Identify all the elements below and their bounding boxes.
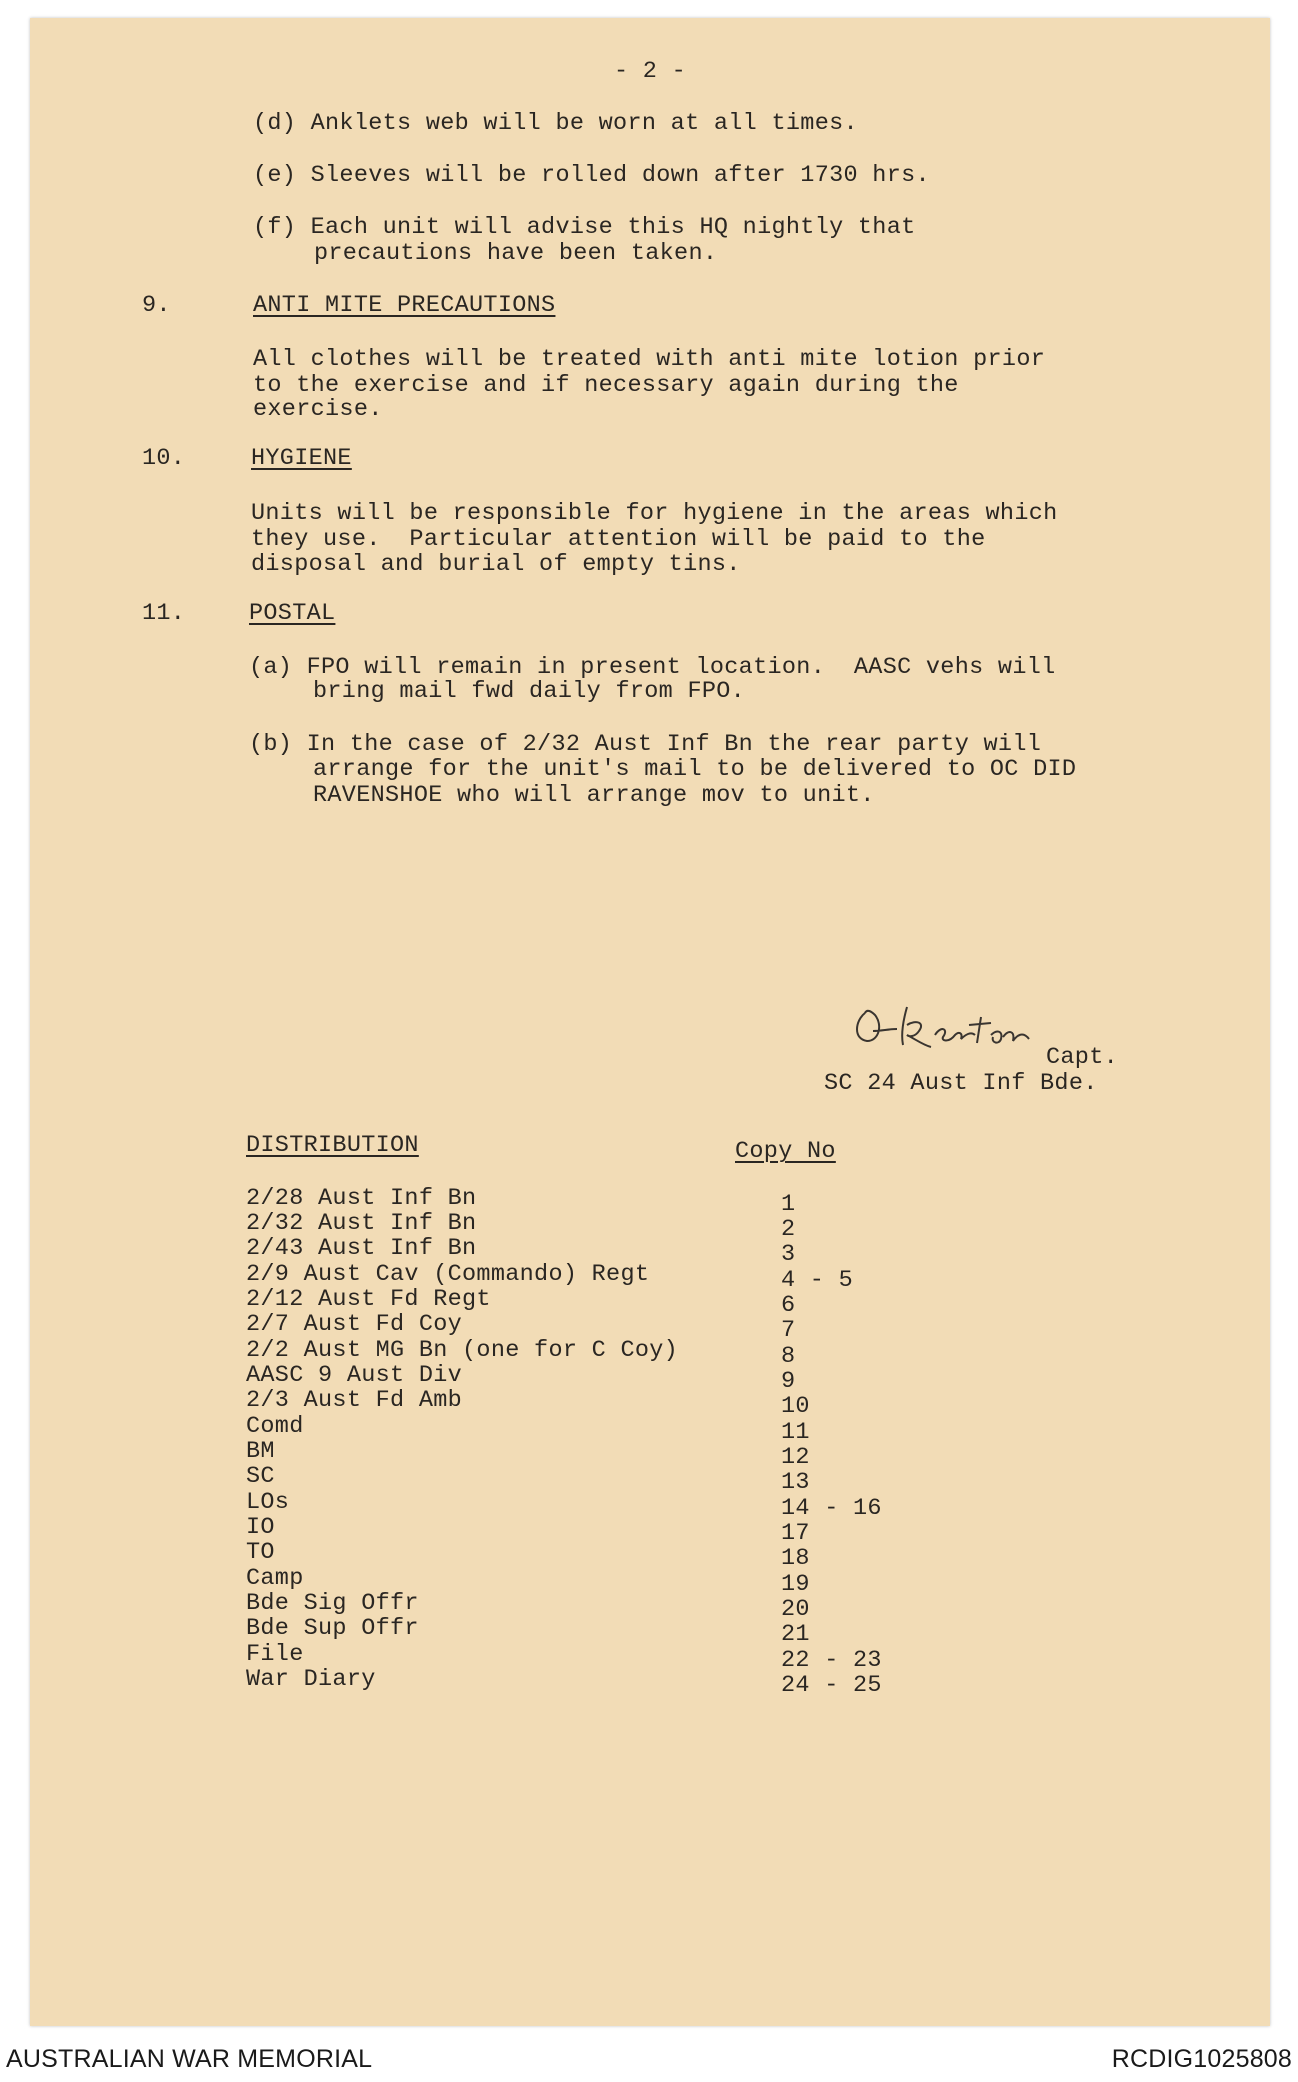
distribution-name: Bde Sup Offr [246, 1615, 419, 1642]
footer-record-id: RCDIG1025808 [1111, 2045, 1292, 2073]
distribution-name: IO [246, 1514, 275, 1541]
distribution-name: AASC 9 Aust Div [246, 1362, 463, 1389]
section-11-b-cont-1: arrange for the unit's mail to be delivered to OC DID [313, 756, 1077, 783]
item-f: (f) Each unit will advise this HQ nightly that [253, 214, 916, 241]
section-10-text-3: disposal and burial of empty tins. [251, 551, 741, 578]
distribution-copy: 6 [781, 1292, 796, 1319]
item-d: (d) Anklets web will be worn at all times. [253, 110, 858, 137]
section-11-b: (b) In the case of 2/32 Aust Inf Bn the rear party will [249, 731, 1042, 758]
section-11-number: 11. [142, 600, 186, 627]
signature-appointment: SC 24 Aust Inf Bde. [824, 1070, 1098, 1097]
section-9-text-1: All clothes will be treated with anti mite lotion prior [253, 346, 1046, 373]
distribution-copy: 8 [781, 1343, 796, 1370]
distribution-copy: 18 [781, 1545, 810, 1572]
distribution-name: 2/7 Aust Fd Coy [246, 1311, 463, 1338]
distribution-name: 2/2 Aust MG Bn (one for C Coy) [246, 1337, 679, 1364]
distribution-copy: 2 [781, 1216, 796, 1243]
section-9-heading: ANTI MITE PRECAUTIONS [253, 292, 556, 319]
section-11-a: (a) FPO will remain in present location. AASC vehs will [249, 654, 1056, 681]
distribution-copy: 10 [781, 1393, 810, 1420]
distribution-copy: 21 [781, 1621, 810, 1648]
distribution-name: TO [246, 1539, 275, 1566]
distribution-name: LOs [246, 1489, 290, 1516]
item-e: (e) Sleeves will be rolled down after 1730 hrs. [253, 162, 930, 189]
section-10-number: 10. [142, 445, 186, 472]
distribution-name: BM [246, 1438, 275, 1465]
page-number: - 2 - [614, 58, 687, 85]
footer-archive-name: AUSTRALIAN WAR MEMORIAL [6, 2045, 373, 2073]
handwritten-signature [845, 995, 1045, 1065]
distribution-name: Comd [246, 1413, 304, 1440]
distribution-heading: DISTRIBUTION [246, 1132, 419, 1159]
distribution-name: 2/9 Aust Cav (Commando) Regt [246, 1261, 650, 1288]
distribution-name: 2/32 Aust Inf Bn [246, 1210, 477, 1237]
distribution-copy: 7 [781, 1317, 796, 1344]
distribution-copy: 11 [781, 1419, 810, 1446]
distribution-name: SC [246, 1463, 275, 1490]
distribution-name: 2/28 Aust Inf Bn [246, 1185, 477, 1212]
section-10-text-1: Units will be responsible for hygiene in the areas which [251, 500, 1058, 527]
section-11-a-cont: bring mail fwd daily from FPO. [313, 678, 746, 705]
section-11-heading: POSTAL [249, 600, 336, 627]
distribution-name: War Diary [246, 1666, 376, 1693]
distribution-copy: 24 - 25 [781, 1672, 882, 1699]
distribution-copy: 13 [781, 1469, 810, 1496]
section-10-heading: HYGIENE [251, 445, 352, 472]
distribution-name: Bde Sig Offr [246, 1590, 419, 1617]
section-9-text-2: to the exercise and if necessary again during the [253, 372, 959, 399]
distribution-copy: 14 - 16 [781, 1495, 882, 1522]
distribution-name: 2/43 Aust Inf Bn [246, 1235, 477, 1262]
copy-no-heading: Copy No [735, 1138, 836, 1165]
distribution-copy: 20 [781, 1596, 810, 1623]
section-9-text-3: exercise. [253, 396, 383, 423]
distribution-copy: 1 [781, 1191, 796, 1218]
distribution-copy: 3 [781, 1241, 796, 1268]
distribution-copy: 12 [781, 1444, 810, 1471]
distribution-copy: 17 [781, 1520, 810, 1547]
section-9-number: 9. [142, 292, 171, 319]
distribution-copy: 9 [781, 1368, 796, 1395]
signature-rank: Capt. [1046, 1044, 1119, 1071]
distribution-name: Camp [246, 1565, 304, 1592]
distribution-name: 2/12 Aust Fd Regt [246, 1286, 491, 1313]
section-11-b-cont-2: RAVENSHOE who will arrange mov to unit. [313, 782, 875, 809]
distribution-copy: 19 [781, 1571, 810, 1598]
section-10-text-2: they use. Particular attention will be paid to the [251, 526, 986, 553]
distribution-copy: 4 - 5 [781, 1267, 854, 1294]
item-f-cont: precautions have been taken. [314, 240, 718, 267]
distribution-copy: 22 - 23 [781, 1647, 882, 1674]
document-page [30, 18, 1270, 2026]
distribution-name: File [246, 1641, 304, 1668]
distribution-name: 2/3 Aust Fd Amb [246, 1387, 463, 1414]
